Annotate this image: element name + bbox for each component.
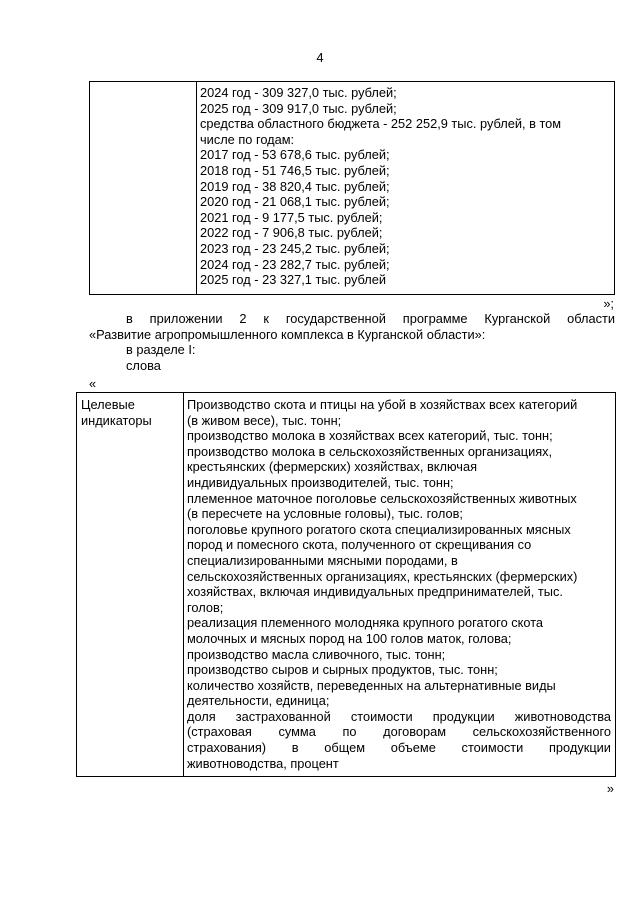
indicator-word: страхования) (187, 740, 267, 756)
table-column-divider (196, 82, 197, 294)
budget-cell (200, 85, 610, 288)
indicator-line: деятельности, единица; (187, 693, 330, 709)
indicator-line (187, 724, 611, 740)
indicator-word: (страховая (187, 724, 252, 740)
indicators-label: Целевые (81, 397, 135, 412)
paragraph-line: слова (126, 357, 161, 373)
indicator-line: (в пересчете на условные головы), тыс. голов; (187, 506, 463, 522)
indicator-line: производство масла сливочного, тыс. тонн; (187, 646, 446, 662)
paragraph-line: в разделе I: (126, 342, 196, 358)
budget-line: 2018 год - 51 746,5 тыс. рублей; (200, 162, 390, 178)
indicator-word: в (291, 740, 299, 756)
indicator-line: Производство скота и птицы на убой в хозяйствах всех категорий (187, 397, 578, 412)
indicator-line: племенное маточное поголовье сельскохозяйственных животных (187, 490, 577, 506)
budget-line: 2022 год - 7 906,8 тыс. рублей; (200, 225, 383, 241)
indicator-word: стоимости (461, 740, 524, 756)
budget-line: числе по годам: (200, 131, 295, 147)
indicator-word: объеме (390, 740, 436, 756)
indicators-label-cell (81, 397, 179, 428)
indicator-line (187, 740, 611, 756)
indicator-word: сумма (278, 724, 316, 740)
budget-line: 2023 год - 23 245,2 тыс. рублей; (200, 240, 390, 256)
table-column-divider (183, 393, 184, 776)
indicators-table (76, 392, 616, 777)
indicator-word: по (342, 724, 357, 740)
indicator-word: доля (187, 708, 216, 724)
indicators-label: индикаторы (81, 412, 152, 428)
indicator-line: молочных и мясных пород на 100 голов маток, голова; (187, 630, 512, 646)
paragraph-line: в приложении 2 к государственной программе Курганской области (126, 311, 615, 326)
indicator-line: специализированными мясными породами, в (187, 552, 458, 568)
indicator-line: хозяйствах, включая индивидуальных предпринимателей, тыс. (187, 584, 563, 600)
paragraph-line: «Развитие агропромышленного комплекса в Курганской области»: (89, 326, 486, 342)
budget-line: 2025 год - 23 327,1 тыс. рублей (200, 272, 387, 288)
budget-line: 2019 год - 38 820,4 тыс. рублей; (200, 178, 390, 194)
indicator-line (187, 709, 611, 725)
indicator-line: производство сыров и сырных продуктов, тыс. тонн; (187, 662, 498, 678)
indicator-line: индивидуальных производителей, тыс. тонн; (187, 474, 454, 490)
indicators-list-cell (187, 397, 611, 771)
indicator-line: сельскохозяйственных организациях, крестьянских (фермерских) (187, 568, 578, 584)
indicator-line: реализация племенного молодняка крупного рогатого скота (187, 615, 544, 631)
budget-table (89, 81, 615, 295)
indicator-word: продукции (432, 708, 495, 724)
indicator-line: производство молока в сельскохозяйственных организациях, (187, 443, 553, 459)
budget-line: 2020 год - 21 068,1 тыс. рублей; (200, 194, 390, 210)
closing-quote: »; (603, 296, 614, 311)
budget-line: 2024 год - 23 282,7 тыс. рублей; (200, 256, 390, 272)
indicator-word: общем (324, 740, 366, 756)
indicator-line: поголовье крупного рогатого скота специализированных мясных (187, 521, 571, 537)
budget-line: 2017 год - 53 678,6 тыс. рублей; (200, 147, 390, 163)
indicator-word: продукции (548, 740, 611, 756)
indicator-line: животноводства, процент (187, 755, 339, 771)
indicator-line: количество хозяйств, переведенных на альтернативные виды (187, 677, 556, 693)
indicator-word: застрахованной (235, 708, 331, 724)
indicator-word: стоимости (350, 708, 413, 724)
budget-line: средства областного бюджета - 252 252,9 тыс. рублей, в том (200, 116, 562, 132)
indicator-line: крестьянских (фермерских) хозяйствах, включая (187, 459, 478, 475)
closing-quote: » (606, 781, 614, 796)
indicator-line: голов; (187, 599, 224, 615)
indicator-word: животноводства (514, 708, 611, 724)
indicator-word: сельскохозяйственного (472, 724, 611, 740)
budget-line: 2025 год - 309 917,0 тыс. рублей; (200, 100, 397, 116)
budget-line: 2021 год - 9 177,5 тыс. рублей; (200, 209, 383, 225)
page-number: 4 (316, 50, 324, 65)
budget-line: 2024 год - 309 327,0 тыс. рублей; (200, 85, 397, 100)
indicator-line: производство молока в хозяйствах всех категорий, тыс. тонн; (187, 428, 553, 444)
opening-quote: « (89, 376, 97, 391)
indicator-line: пород и помесного скота, полученного от скрещивания со (187, 537, 532, 553)
indicator-line: (в живом весе), тыс. тонн; (187, 412, 342, 428)
indicator-word: договорам (383, 724, 447, 740)
amendment-paragraph (89, 311, 615, 373)
